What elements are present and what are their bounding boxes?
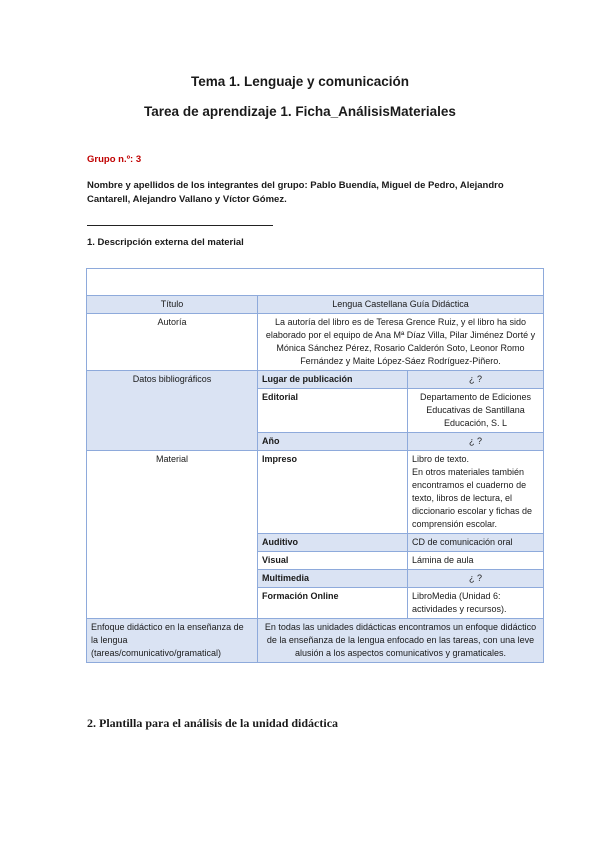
document-title: Tema 1. Lenguaje y comunicación <box>190 74 410 89</box>
table-row <box>87 451 544 534</box>
enfoque-value: En todas las unidades didácticas encontramos un enfoque didáctico de la enseñanza de la lengua enfocado en las tareas, con una leve alusión a los aspectos comunicativos y gramaticales. <box>258 619 544 663</box>
editorial-label: Editorial <box>258 389 408 433</box>
autoria-value: La autoría del libro es de Teresa Grence Ruiz, y el libro ha sido elaborado por el equipo de Ana Mª Díaz Villa, Pilar Jiménez Dorté y Mónica Sánchez Pérez, Rosario Calderón Soto, Leonor Romo Fernández y Maite López-Sáez Rodríguez-Piñero. <box>258 314 544 371</box>
table-header-empty-row <box>87 269 544 296</box>
titulo-value: Lengua Castellana Guía Didáctica <box>258 296 544 314</box>
impreso-value <box>408 451 544 534</box>
auditivo-label: Auditivo <box>258 534 408 552</box>
impreso-value-line1: Libro de texto. <box>412 454 470 464</box>
lugar-value: ¿ ? <box>408 371 544 389</box>
editorial-value: Departamento de Ediciones Educativas de Santillana Educación, S. L <box>408 389 544 433</box>
enfoque-label: Enfoque didáctico en la enseñanza de la lengua (tareas/comunicativo/gramatical) <box>87 619 258 663</box>
multimedia-value: ¿ ? <box>408 570 544 588</box>
datos-label: Datos bibliográficos <box>87 371 258 451</box>
group-members: Nombre y apellidos de los integrantes del grupo: Pablo Buendía, Miguel de Pedro, Alejandro Cantarell, Alejandro Vallano y Víctor Gómez. <box>87 180 504 205</box>
table-row <box>87 296 544 314</box>
impreso-value-line2: En otros materiales también encontramos el cuaderno de texto, libros de lectura, el diccionario escolar y fichas de comprensión escolar. <box>412 467 533 529</box>
online-label: Formación Online <box>258 588 408 619</box>
auditivo-value: CD de comunicación oral <box>408 534 544 552</box>
impreso-label: Impreso <box>258 451 408 534</box>
material-label: Material <box>87 451 258 619</box>
table-row <box>87 314 544 371</box>
visual-value: Lámina de aula <box>408 552 544 570</box>
autoria-label: Autoría <box>87 314 258 371</box>
task-title: Tarea de aprendizaje 1. Ficha_AnálisisMateriales <box>144 104 456 119</box>
material-table <box>86 268 544 663</box>
table-row <box>87 371 544 389</box>
multimedia-label: Multimedia <box>258 570 408 588</box>
online-value: LibroMedia (Unidad 6: actividades y recursos). <box>408 588 544 619</box>
anio-value: ¿ ? <box>408 433 544 451</box>
anio-label: Año <box>258 433 408 451</box>
group-number: Grupo n.º: 3 <box>87 154 142 165</box>
section-2-heading: 2. Plantilla para el análisis de la unidad didáctica <box>87 716 339 730</box>
table-row <box>87 619 544 663</box>
section-1-heading: 1. Descripción externa del material <box>87 237 244 248</box>
lugar-label: Lugar de publicación <box>258 371 408 389</box>
titulo-label: Título <box>87 296 258 314</box>
visual-label: Visual <box>258 552 408 570</box>
divider <box>87 225 273 226</box>
